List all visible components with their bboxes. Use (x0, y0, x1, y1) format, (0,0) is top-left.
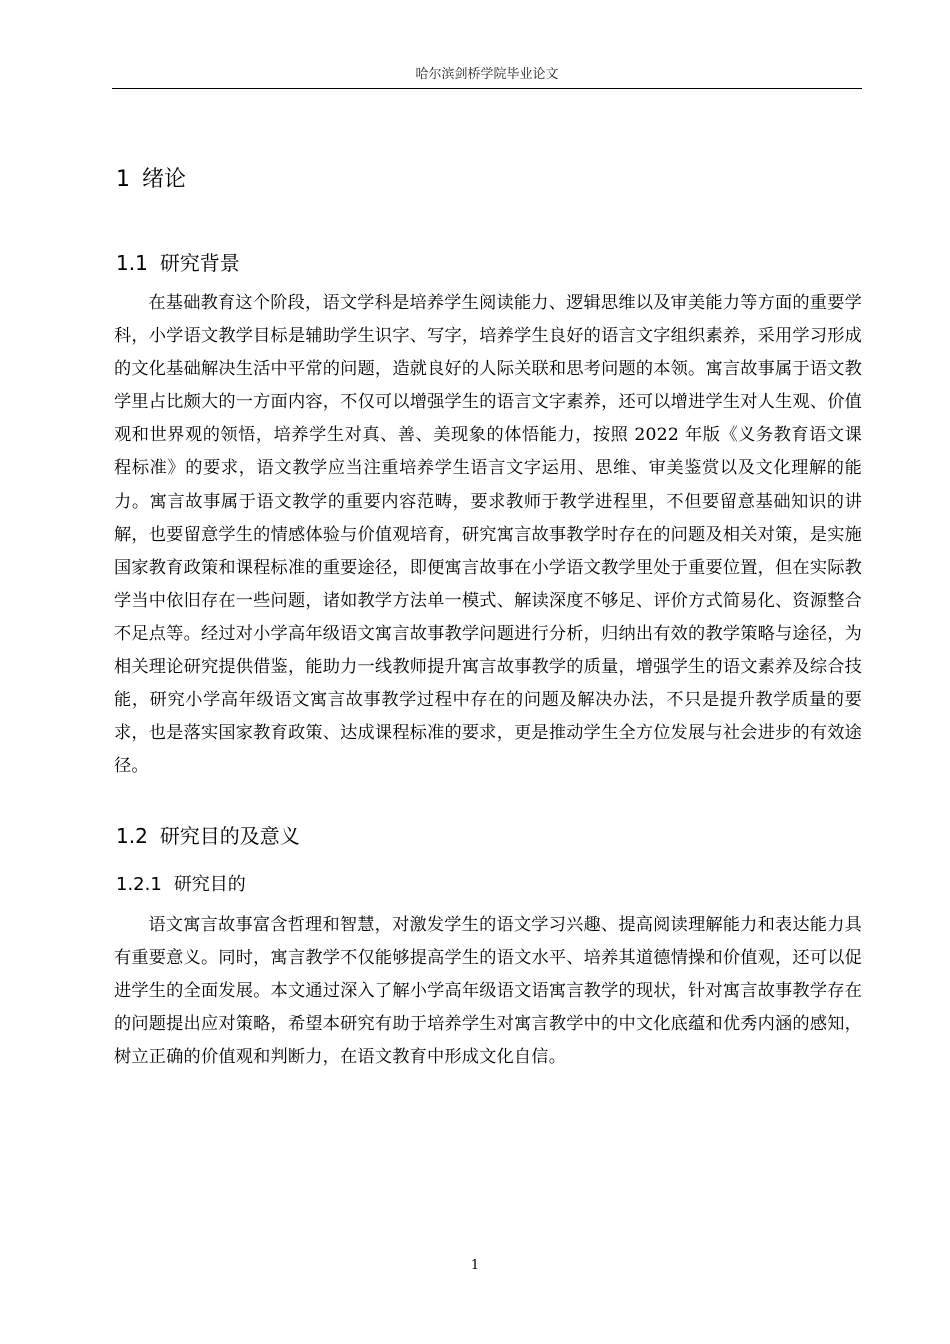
page-number: 1 (470, 1258, 480, 1273)
chapter-number: 1 (116, 167, 130, 192)
page-header (112, 64, 862, 89)
research-background-paragraph: 在基础教育这个阶段，语文学科是培养学生阅读能力、逻辑思维以及审美能力等方面的重要学科，小学语文教学目标是辅助学生识字、写字，培养学生良好的语言文字组织素养，采用学习形成的文化基础解决生活中平常的问题，造就良好的人际关联和思考问题的本领。寓言故事属于语文教学里占比颇大的一方面内容，不仅可以增强学生的语言文字素养，还可以增进学生对人生观、价值观和世界观的领悟，培养学生对真、善、美现象的体悟能力，按照 2022 年版《义务教育语文课程标准》的要求，语文教学应当注重培养学生语言文字运用、思维、审美鉴赏以及文化理解的能力。寓言故事属于语文教学的重要内容范畴，要求教师于教学进程里，不但要留意基础知识的讲解，也要留意学生的情感体验与价值观培育，研究寓言故事教学时存在的问题及相关对策，是实施国家教育政策和课程标准的重要途径，即便寓言故事在小学语文教学里处于重要位置，但在实际教学当中依旧存在一些问题，诸如教学方法单一模式、解读深度不够足、评价方式简易化、资源整合不足点等。经过对小学高年级语文寓言故事教学问题进行分析，归纳出有效的教学策略与途径，为相关理论研究提供借鉴，能助力一线教师提升寓言故事教学的质量，增强学生的语文素养及综合技能，研究小学高年级语文寓言故事教学过程中存在的问题及解决办法，不只是提升教学质量的要求，也是落实国家教育政策、达成课程标准的要求，更是推动学生全方位发展与社会进步的有效途径。 (114, 293, 862, 777)
subsection-title-text: 研究目的 (173, 874, 246, 895)
research-purpose-paragraph: 语文寓言故事富含哲理和智慧，对激发学生的语文学习兴趣、提高阅读理解能力和表达能力具有重要意义。同时，寓言教学不仅能够提高学生的语文水平、培养其道德情操和价值观，还可以促进学生的全面发展。本文通过深入了解小学高年级语文语寓言教学的现状，针对寓言故事教学存在的问题提出应对策略，希望本研究有助于培养学生对寓言教学中的中文化底蕴和优秀内涵的感知，树立正确的价值观和判断力，在语文教育中形成文化自信。 (114, 915, 862, 1068)
section-number: 1.1 (116, 251, 148, 275)
section-number: 1.2 (116, 824, 148, 848)
subsection-heading-research-purpose (116, 871, 246, 899)
section-heading-purpose-significance (116, 821, 300, 851)
chapter-title (116, 164, 186, 196)
section-heading-research-background (116, 248, 240, 278)
chapter-title-text: 绪论 (142, 167, 187, 192)
subsection-number: 1.2.1 (116, 874, 162, 895)
section-title-text: 研究目的及意义 (159, 824, 300, 848)
section-title-text: 研究背景 (159, 251, 240, 275)
header-text: 哈尔滨剑桥学院毕业论文 (415, 67, 559, 82)
